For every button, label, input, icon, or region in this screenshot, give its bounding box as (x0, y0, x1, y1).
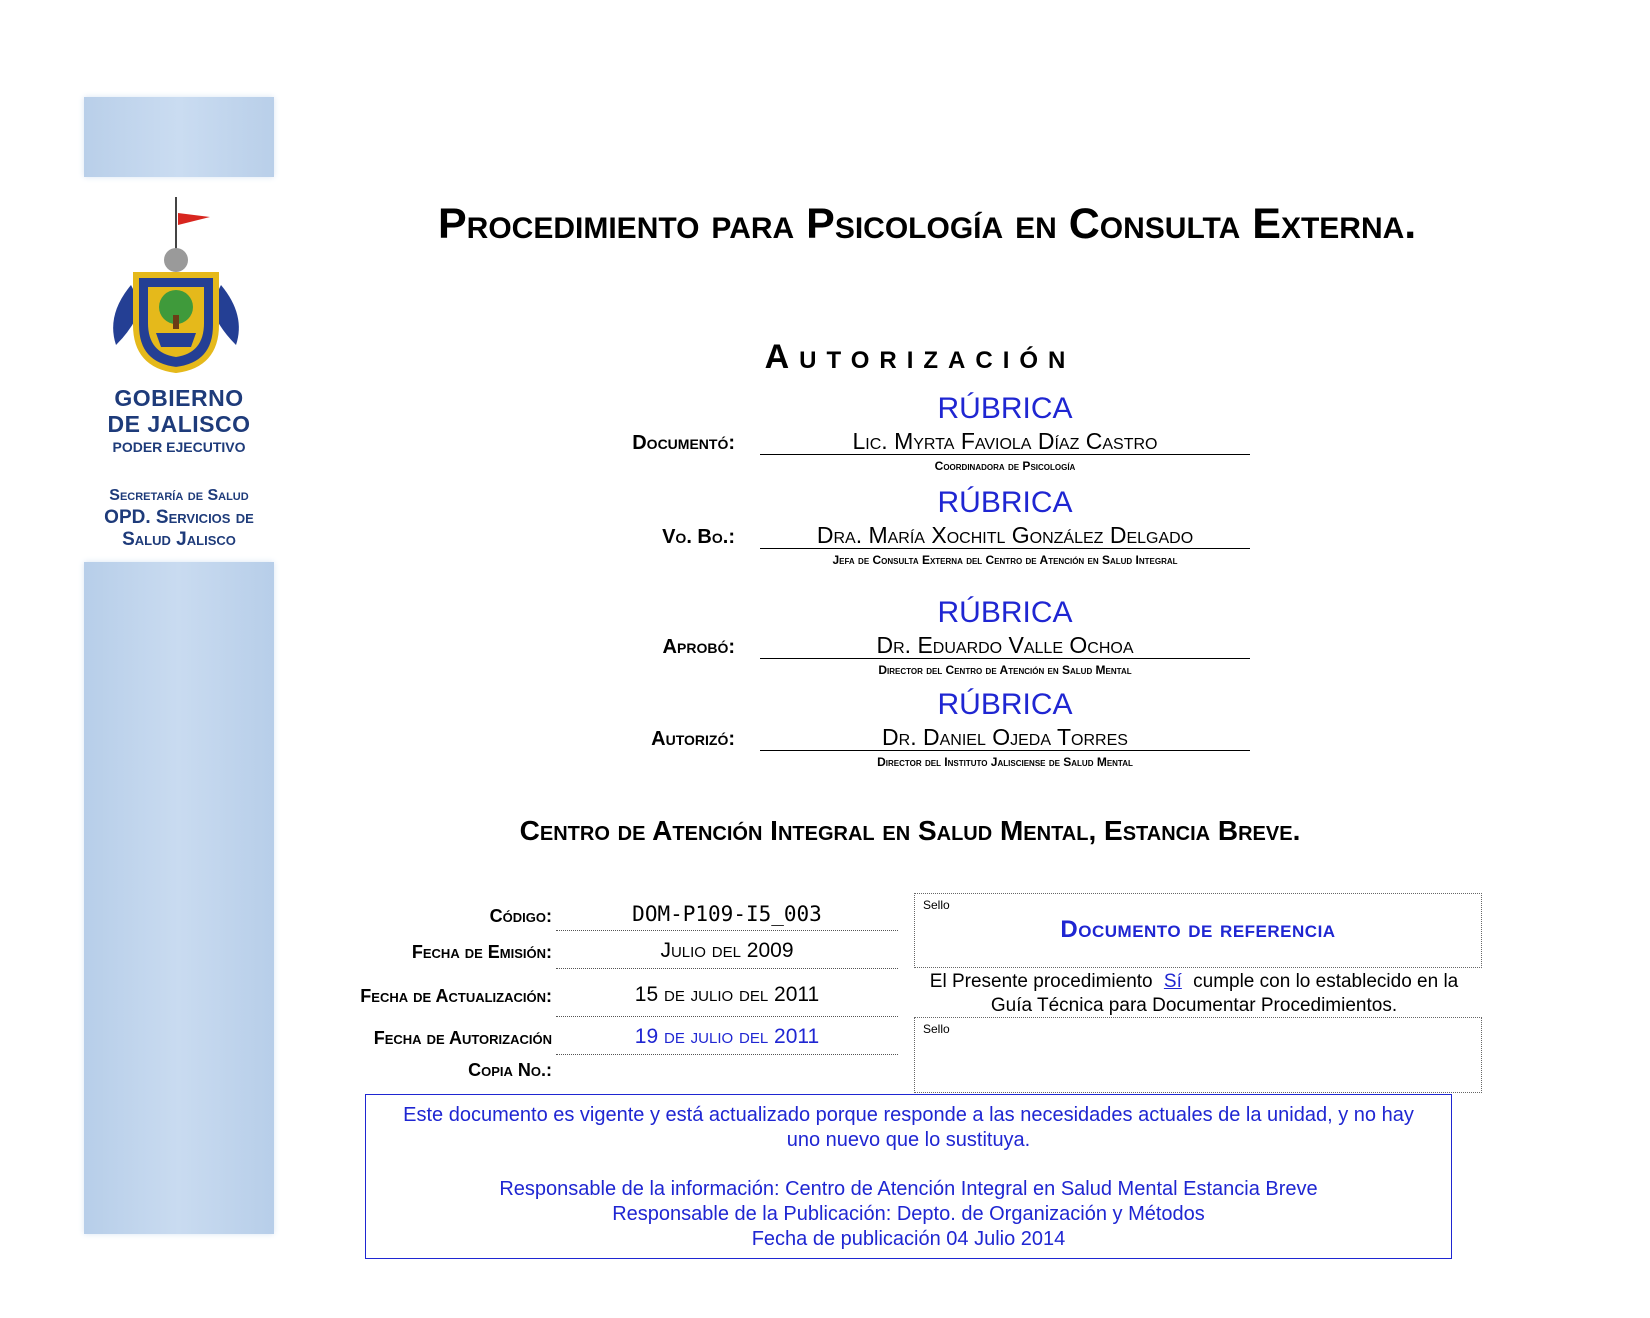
document-title: Procedimiento para Psicología en Consulta Externa. (438, 200, 1417, 248)
presente-post: cumple con lo establecido en la Guía Técnica para Documentar Procedimientos. (990, 971, 1459, 1016)
sidebar-top-band (84, 97, 274, 177)
autorizacion-value: 19 de julio del 2011 (634, 1025, 820, 1048)
rubrica-1: RÚBRICA (937, 392, 1073, 425)
sello-label-2: Sello (923, 1022, 950, 1036)
sig-label-documento: Documentó: (632, 432, 735, 454)
presente-si: Sí (1163, 971, 1182, 992)
actualizacion-line (556, 1016, 898, 1017)
rubrica-3: RÚBRICA (937, 596, 1073, 629)
responsable-publicacion: Responsable de la Publicación: Depto. de Organización y Métodos (612, 1203, 1205, 1225)
sec-line-1: Secretaría de Salud (109, 487, 249, 504)
copia-label: Copia No.: (468, 1060, 552, 1080)
centro-heading: Centro de Atención Integral en Salud Mental, Estancia Breve. (519, 815, 1301, 846)
gov-line-2: DE JALISCO (107, 411, 251, 437)
sig-label-vobo: Vo. Bo.: (662, 526, 735, 548)
sig-name-2: Dra. María Xochitl González Delgado (760, 522, 1250, 549)
sig-name-4: Dr. Daniel Ojeda Torres (760, 724, 1250, 751)
sello-box-1 (914, 893, 1482, 968)
actualizacion-value: 15 de julio del 2011 (634, 983, 820, 1006)
emision-line (556, 968, 898, 969)
codigo-label: Código: (489, 906, 552, 926)
presente-pre: El Presente procedimiento (929, 971, 1153, 992)
rubrica-4: RÚBRICA (937, 688, 1073, 721)
sello-box-2 (914, 1017, 1482, 1093)
gobierno-jalisco-logo-text (84, 385, 274, 437)
rubrica-2: RÚBRICA (937, 486, 1073, 519)
secretaria-block (84, 485, 274, 551)
sig-label-autorizo: Autorizó: (651, 728, 735, 750)
sec-line-3: Salud Jalisco (122, 529, 236, 550)
codigo-value: DOM-P109-I5_003 (632, 902, 822, 926)
codigo-line (556, 930, 898, 931)
autorizacion-line (556, 1054, 898, 1055)
sec-line-2: OPD. Servicios de (104, 507, 254, 528)
emision-label: Fecha de Emisión: (411, 942, 552, 962)
sig-role-4: Director del Instituto Jalisciense de Salud Mental (877, 755, 1133, 769)
sig-role-2: Jefa de Consulta Externa del Centro de Atención en Salud Integral (832, 553, 1178, 567)
jalisco-coat-of-arms-icon (96, 195, 256, 375)
sig-name-3: Dr. Eduardo Valle Ochoa (760, 632, 1250, 659)
gov-line-1: GOBIERNO (114, 385, 244, 411)
sidebar-bottom-band (84, 562, 274, 1234)
responsable-informacion: Responsable de la información: Centro de Atención Integral en Salud Mental Estancia Breve (499, 1178, 1318, 1200)
auth-heading: Autorización (764, 338, 1076, 376)
sello-label-1: Sello (923, 898, 950, 912)
poder-ejecutivo-text: PODER EJECUTIVO (112, 439, 246, 455)
actualizacion-label: Fecha de Actualización: (360, 986, 552, 1006)
autorizacion-label: Fecha de Autorización (373, 1028, 552, 1048)
vigencia-text: Este documento es vigente y está actualizado porque responde a las necesidades actuales de la unidad, y no hay uno nuevo que lo sustituya. (403, 1104, 1414, 1151)
presente-text (914, 970, 1474, 1018)
documento-referencia: Documento de referencia (1060, 916, 1336, 943)
sig-role-3: Director del Centro de Atención en Salud Mental (878, 663, 1132, 677)
vigencia-box (365, 1094, 1452, 1259)
sig-role-1: Coordinadora de Psicología (934, 459, 1076, 473)
fecha-publicacion: Fecha de publicación 04 Julio 2014 (751, 1228, 1066, 1250)
emision-value: Julio del 2009 (660, 939, 794, 962)
sig-name-1: Lic. Myrta Faviola Díaz Castro (760, 428, 1250, 455)
sig-label-aprobo: Aprobó: (662, 636, 735, 658)
